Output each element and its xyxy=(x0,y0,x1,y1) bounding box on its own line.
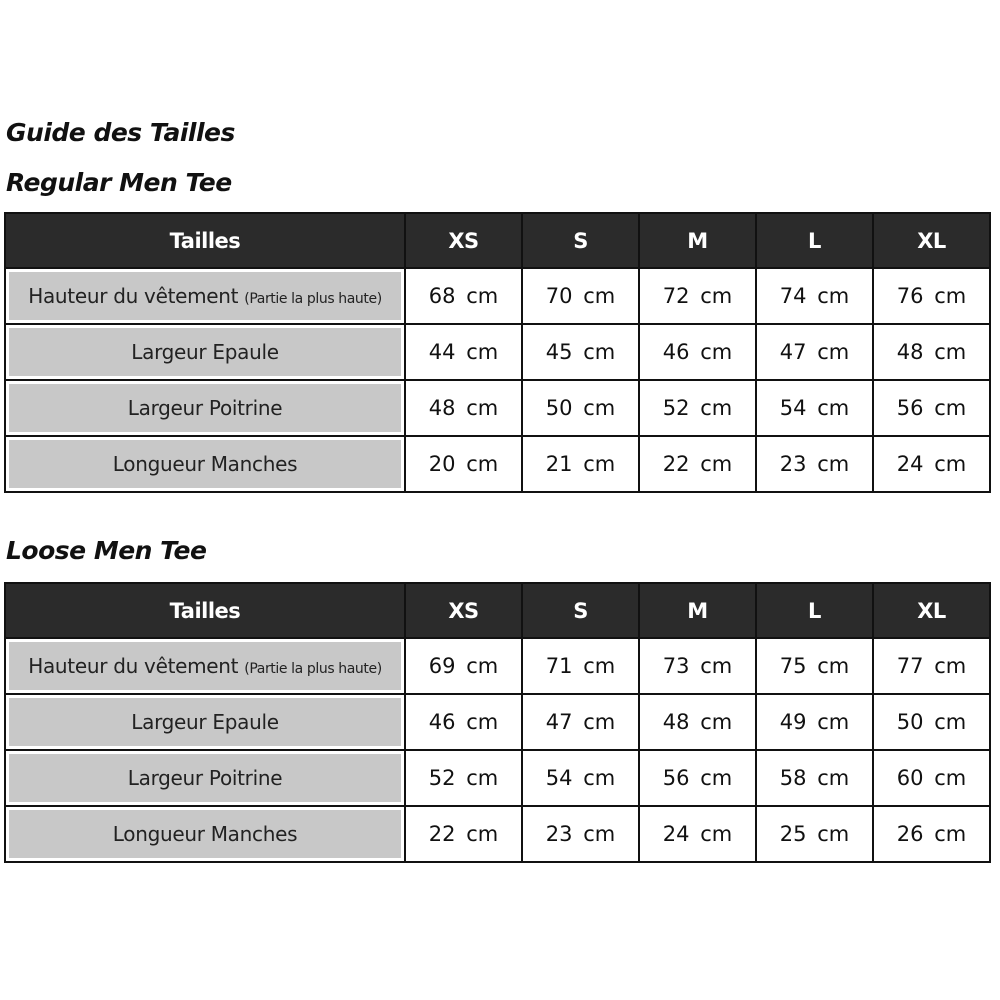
size-header-s: S xyxy=(522,583,639,638)
table-cell: 45 cm xyxy=(522,324,639,380)
row-label-epaule: Largeur Epaule xyxy=(5,324,405,380)
guide-title: Guide des Tailles xyxy=(6,118,235,147)
table-cell: 52 cm xyxy=(639,380,756,436)
size-header-xs: XS xyxy=(405,583,522,638)
size-header-xl: XL xyxy=(873,213,990,268)
table-cell: 21 cm xyxy=(522,436,639,492)
table-cell: 54 cm xyxy=(522,750,639,806)
table-cell: 23 cm xyxy=(756,436,873,492)
loose-tee-title: Loose Men Tee xyxy=(6,536,207,565)
table-row xyxy=(5,268,990,324)
size-header-m: M xyxy=(639,213,756,268)
regular-tee-title: Regular Men Tee xyxy=(6,168,232,197)
row-label-hauteur xyxy=(5,268,405,324)
table-cell: 52 cm xyxy=(405,750,522,806)
row-label-note: (Partie la plus haute) xyxy=(244,661,382,677)
table-cell: 22 cm xyxy=(639,436,756,492)
table-cell: 46 cm xyxy=(405,694,522,750)
row-label-poitrine: Largeur Poitrine xyxy=(5,750,405,806)
table-cell: 24 cm xyxy=(873,436,990,492)
table-cell: 23 cm xyxy=(522,806,639,862)
table-cell: 74 cm xyxy=(756,268,873,324)
table-cell: 25 cm xyxy=(756,806,873,862)
size-header-l: L xyxy=(756,213,873,268)
table-row xyxy=(5,694,990,750)
table-cell: 76 cm xyxy=(873,268,990,324)
row-label-text: Hauteur du vêtement xyxy=(28,654,239,678)
table-cell: 44 cm xyxy=(405,324,522,380)
table-row xyxy=(5,436,990,492)
table-cell: 68 cm xyxy=(405,268,522,324)
table-cell: 56 cm xyxy=(639,750,756,806)
size-header-m: M xyxy=(639,583,756,638)
size-header-s: S xyxy=(522,213,639,268)
regular-size-table xyxy=(4,212,991,493)
table-header-row xyxy=(5,213,990,268)
table-cell: 24 cm xyxy=(639,806,756,862)
table-cell: 47 cm xyxy=(522,694,639,750)
table-cell: 20 cm xyxy=(405,436,522,492)
size-header-label: Tailles xyxy=(5,213,405,268)
table-cell: 70 cm xyxy=(522,268,639,324)
size-header-xs: XS xyxy=(405,213,522,268)
table-row xyxy=(5,380,990,436)
table-cell: 75 cm xyxy=(756,638,873,694)
table-header-row xyxy=(5,583,990,638)
table-cell: 56 cm xyxy=(873,380,990,436)
table-cell: 22 cm xyxy=(405,806,522,862)
table-row xyxy=(5,324,990,380)
row-label-hauteur xyxy=(5,638,405,694)
table-row xyxy=(5,750,990,806)
table-cell: 60 cm xyxy=(873,750,990,806)
table-cell: 50 cm xyxy=(522,380,639,436)
size-header-xl: XL xyxy=(873,583,990,638)
table-cell: 46 cm xyxy=(639,324,756,380)
table-cell: 69 cm xyxy=(405,638,522,694)
row-label-manches: Longueur Manches xyxy=(5,436,405,492)
table-cell: 50 cm xyxy=(873,694,990,750)
row-label-text: Hauteur du vêtement xyxy=(28,284,239,308)
table-cell: 26 cm xyxy=(873,806,990,862)
table-cell: 72 cm xyxy=(639,268,756,324)
row-label-epaule: Largeur Epaule xyxy=(5,694,405,750)
table-cell: 77 cm xyxy=(873,638,990,694)
table-cell: 73 cm xyxy=(639,638,756,694)
loose-size-table xyxy=(4,582,991,863)
table-cell: 48 cm xyxy=(405,380,522,436)
row-label-poitrine: Largeur Poitrine xyxy=(5,380,405,436)
row-label-note: (Partie la plus haute) xyxy=(244,291,382,307)
size-header-l: L xyxy=(756,583,873,638)
table-cell: 48 cm xyxy=(873,324,990,380)
table-cell: 54 cm xyxy=(756,380,873,436)
size-header-label: Tailles xyxy=(5,583,405,638)
table-cell: 71 cm xyxy=(522,638,639,694)
table-row xyxy=(5,806,990,862)
table-cell: 48 cm xyxy=(639,694,756,750)
table-cell: 49 cm xyxy=(756,694,873,750)
table-row xyxy=(5,638,990,694)
table-cell: 47 cm xyxy=(756,324,873,380)
table-cell: 58 cm xyxy=(756,750,873,806)
row-label-manches: Longueur Manches xyxy=(5,806,405,862)
